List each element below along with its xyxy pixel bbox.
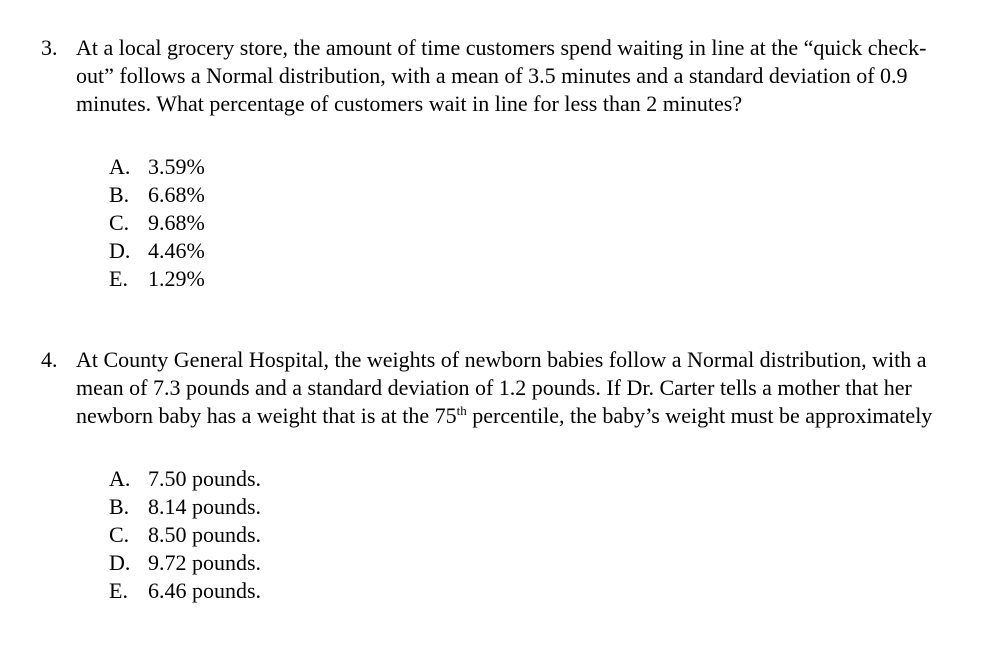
question-number: 3.	[41, 35, 58, 60]
answer-choices	[109, 153, 961, 293]
question-text-part: percentile, the baby’s weight must be approximately	[466, 403, 933, 428]
choice-text: 1.29%	[148, 266, 205, 291]
choice-letter: E.	[109, 266, 128, 291]
choice-text: 9.68%	[148, 210, 205, 235]
question-text-part: At County General Hospital, the weights of newborn babies follow a Normal distribution, with a mean of 7.3 pounds and a standard deviation of 1.2 pounds. If Dr. Carter tells a mother that her newborn baby has a weight that is at the 75	[76, 347, 927, 428]
choice-text: 4.46%	[148, 238, 205, 263]
answer-choice-a[interactable]	[109, 153, 961, 181]
choice-letter: B.	[109, 182, 130, 207]
answer-choices	[109, 465, 961, 605]
question-number: 4.	[41, 347, 58, 372]
answer-choice-a[interactable]	[109, 465, 961, 493]
choice-text: 6.68%	[148, 182, 205, 207]
answer-choice-c[interactable]	[109, 521, 961, 549]
answer-choice-d[interactable]	[109, 549, 961, 577]
question-text	[76, 346, 961, 430]
choice-letter: E.	[109, 578, 128, 603]
choice-text: 3.59%	[148, 154, 205, 179]
choice-text: 7.50 pounds.	[148, 466, 262, 491]
choice-letter: D.	[109, 550, 131, 575]
choice-letter: C.	[109, 522, 130, 547]
answer-choice-b[interactable]	[109, 493, 961, 521]
choice-letter: D.	[109, 238, 131, 263]
question-3	[41, 34, 961, 315]
choice-letter: A.	[109, 466, 131, 491]
question-4	[41, 346, 961, 627]
answer-choice-d[interactable]	[109, 237, 961, 265]
answer-choice-e[interactable]	[109, 265, 961, 293]
choice-letter: A.	[109, 154, 131, 179]
answer-choice-c[interactable]	[109, 209, 961, 237]
answer-choice-b[interactable]	[109, 181, 961, 209]
choice-text: 6.46 pounds.	[148, 578, 262, 603]
question-text: At a local grocery store, the amount of time customers spend waiting in line at the “quick check-out” follows a Normal distribution, with a mean of 3.5 minutes and a standard deviation of 0.9 minutes. What percentage of customers wait in line for less than 2 minutes?	[76, 35, 927, 116]
choice-letter: C.	[109, 210, 130, 235]
choice-letter: B.	[109, 494, 130, 519]
answer-choice-e[interactable]	[109, 577, 961, 605]
choice-text: 9.72 pounds.	[148, 550, 262, 575]
choice-text: 8.14 pounds.	[148, 494, 262, 519]
ordinal-superscript: th	[456, 403, 467, 418]
choice-text: 8.50 pounds.	[148, 522, 262, 547]
